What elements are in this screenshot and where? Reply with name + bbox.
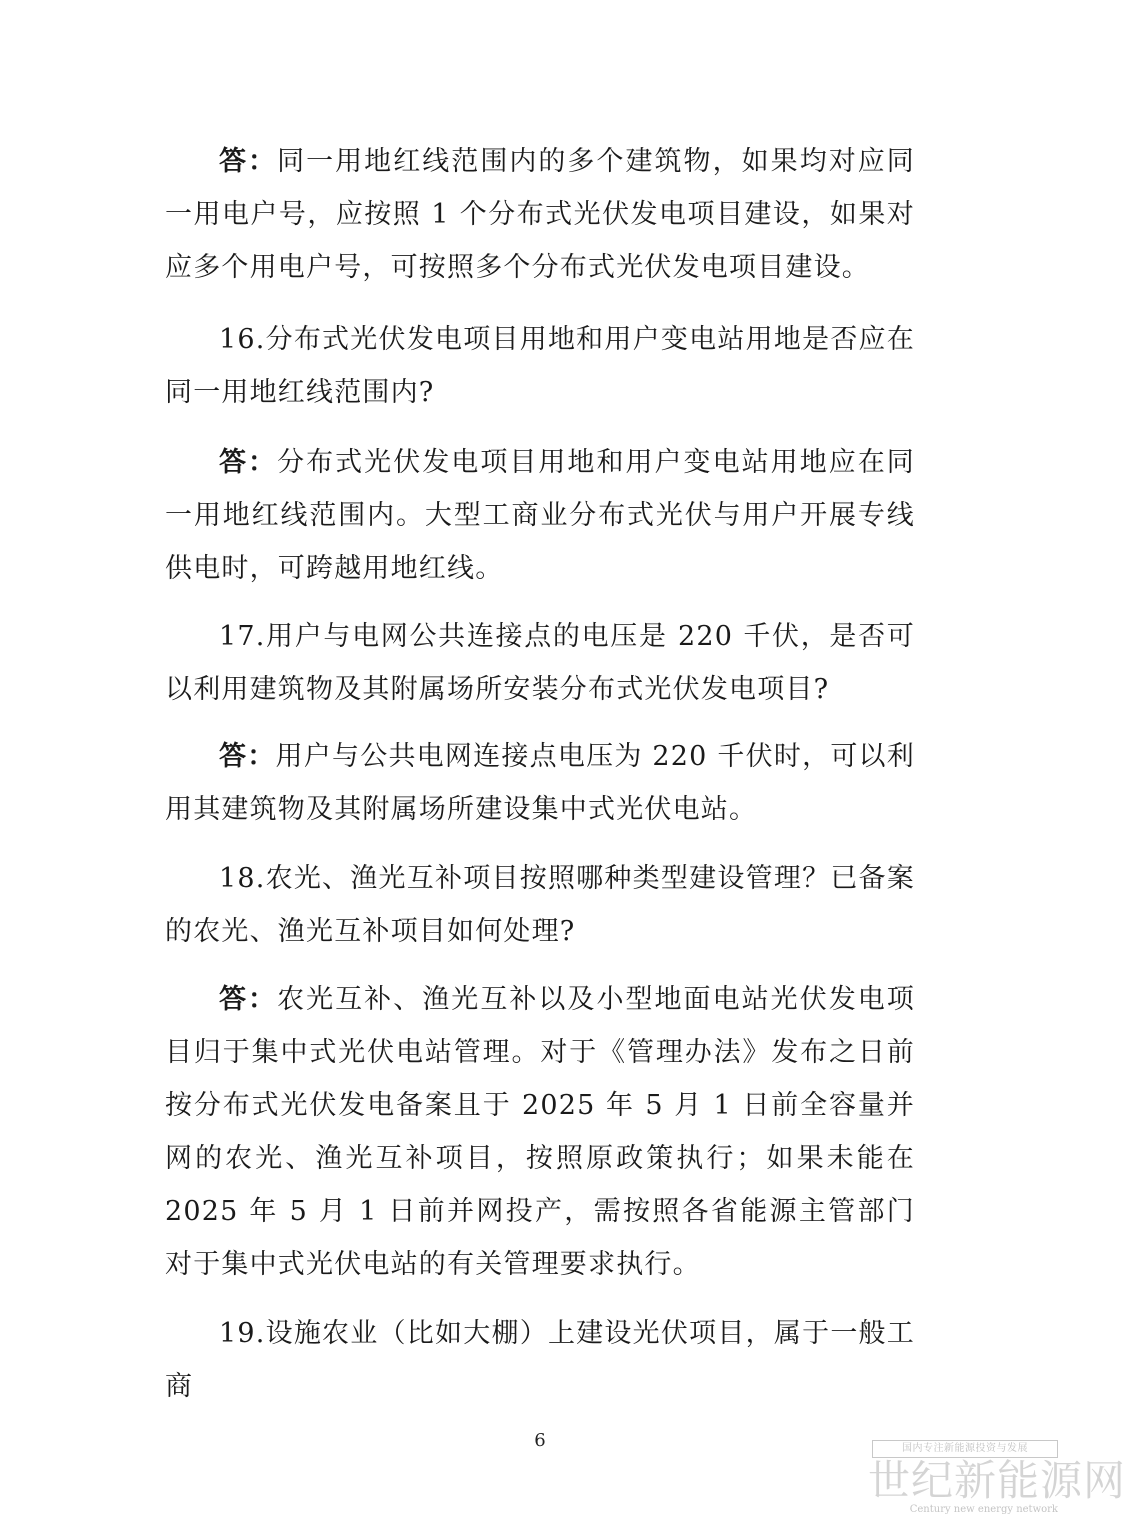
answer-text: 用户与公共电网连接点电压为 220 千伏时，可以利用其建筑物及其附属场所建设集中式光伏电站。 xyxy=(165,741,915,825)
answer-label: 答： xyxy=(219,741,276,772)
watermark-english-name: Century new energy network xyxy=(909,1504,1058,1515)
question-paragraph-18 xyxy=(165,852,915,958)
question-text: 18.农光、渔光互补项目按照哪种类型建设管理？已备案的农光、渔光互补项目如何处理? xyxy=(165,863,915,947)
question-text: 17.用户与电网公共连接点的电压是 220 千伏，是否可以利用建筑物及其附属场所安装分布式光伏发电项目? xyxy=(165,621,915,705)
watermark-name: 世纪新能源网 xyxy=(868,1456,1126,1505)
answer-paragraph-17 xyxy=(165,730,915,836)
watermark-tagline: 国内专注新能源投资与发展 xyxy=(872,1440,1058,1458)
answer-label: 答： xyxy=(219,146,278,177)
answer-text: 同一用地红线范围内的多个建筑物，如果均对应同一用电户号，应按照 1 个分布式光伏发电项目建设，如果对应多个用电户号，可按照多个分布式光伏发电项目建设。 xyxy=(165,146,915,283)
watermark-logo xyxy=(868,1440,1126,1520)
question-text: 16.分布式光伏发电项目用地和用户变电站用地是否应在同一用地红线范围内? xyxy=(165,324,915,408)
question-text: 19.设施农业（比如大棚）上建设光伏项目，属于一般工商 xyxy=(165,1318,915,1402)
page-number: 6 xyxy=(534,1430,546,1451)
answer-paragraph-16 xyxy=(165,436,915,595)
answer-paragraph-15 xyxy=(165,135,915,294)
question-paragraph-17 xyxy=(165,610,915,716)
answer-text: 农光互补、渔光互补以及小型地面电站光伏发电项目归于集中式光伏电站管理。对于《管理办法》发布之日前按分布式光伏发电备案且于 2025 年 5 月 1 日前全容量并网的农光、渔光互补项目，按照原政策执行；如果未能在 2025 年 5 月 1 日前并网投产，需按照各省能源主管部门对于集中式光伏电站的有关管理要求执行。 xyxy=(165,984,915,1280)
answer-paragraph-18 xyxy=(165,973,915,1291)
answer-text: 分布式光伏发电项目用地和用户变电站用地应在同一用地红线范围内。大型工商业分布式光伏与用户开展专线供电时，可跨越用地红线。 xyxy=(165,447,915,584)
answer-label: 答： xyxy=(219,984,278,1015)
answer-label: 答： xyxy=(219,447,278,478)
question-paragraph-19 xyxy=(165,1307,915,1413)
question-paragraph-16 xyxy=(165,313,915,419)
